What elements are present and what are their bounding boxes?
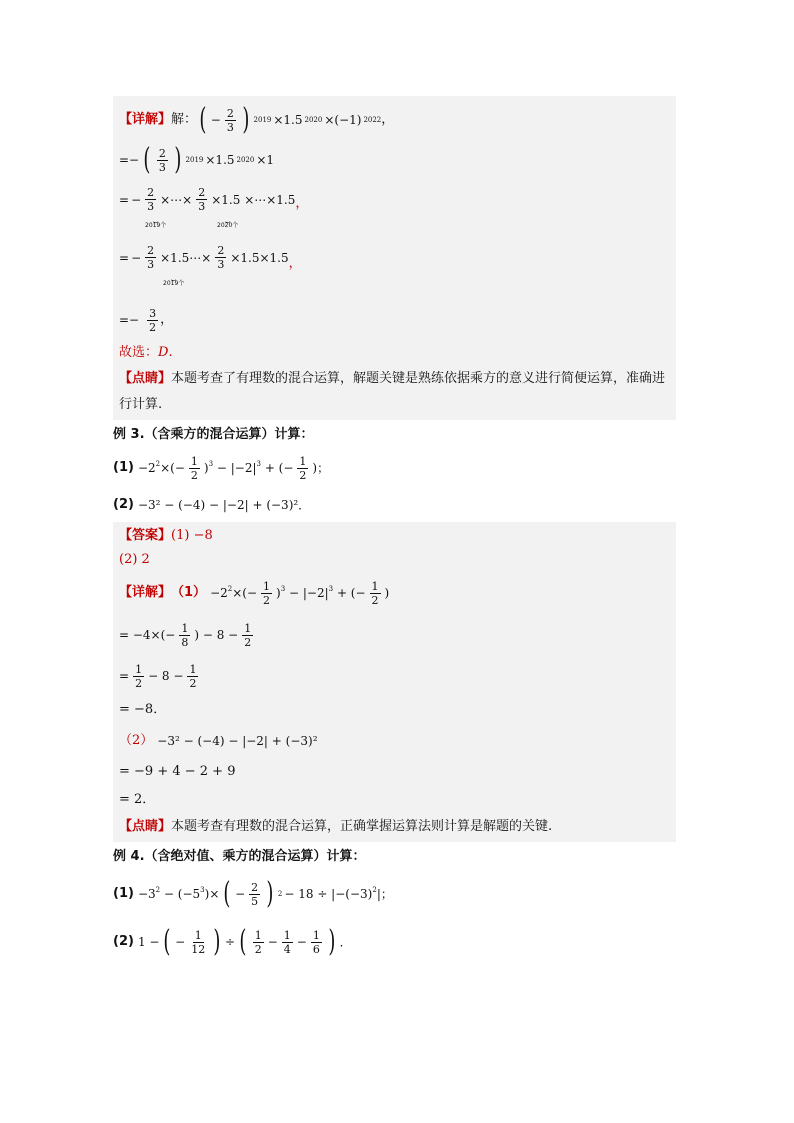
step-label: （2） bbox=[119, 733, 154, 748]
solution-line-4 bbox=[119, 242, 670, 300]
ex3-answer-2: (2) 2 bbox=[119, 552, 150, 567]
expr-term: ×1.5 bbox=[205, 153, 235, 167]
punct: ， bbox=[295, 196, 309, 211]
punct: ， bbox=[160, 312, 174, 327]
choice-line bbox=[119, 340, 670, 366]
ex4-question-2 bbox=[113, 918, 676, 966]
comment-tag: 【点睛】 bbox=[119, 371, 172, 386]
frac-den: 2 bbox=[149, 320, 157, 334]
solution-line-3 bbox=[119, 180, 670, 242]
ex3-detail-step-3 bbox=[119, 656, 670, 696]
solution-line-5 bbox=[119, 300, 670, 340]
expr-4: = − $\frac{2}{3}$ ×1.5⋯× $\frac{2}{3}$ ×1.5×1.5 ⏟ 2019个 bbox=[119, 244, 289, 287]
comment-line-1 bbox=[119, 366, 670, 418]
answer-tag: 【答案】 bbox=[119, 528, 172, 543]
ex3-question-2 bbox=[113, 488, 676, 522]
solution-line-1 bbox=[119, 100, 670, 140]
answer-text: (1) −8 bbox=[171, 528, 213, 543]
expr-3: = − $\frac{2}{3}$ ×⋯× $\frac{2}{3}$ ×1.5 ×⋯×1.5 ⏟ 2019个 ⏟ 2020个 bbox=[119, 186, 296, 229]
brace-note: ⏟ 2020个 bbox=[217, 214, 239, 229]
expr-term: = bbox=[119, 192, 130, 207]
expr-5 bbox=[119, 307, 160, 334]
example-4-title: 例 4.（含绝对值、乘方的混合运算）计算： bbox=[113, 849, 366, 864]
brace-note: ⏟ 2019个 bbox=[145, 214, 167, 229]
comment-text: 本题考查有理数的混合运算，正确掌握运算法则计算是解题的关键. bbox=[171, 819, 553, 834]
frac-num: 2 bbox=[217, 244, 225, 257]
detail-tag: 【详解】 bbox=[119, 585, 172, 600]
frac-den: 3 bbox=[226, 120, 234, 134]
frac-den: 3 bbox=[147, 258, 155, 271]
ex3-d2-expr: −3² − (−4) − |−2| + (−3)² bbox=[157, 734, 318, 748]
expr-term: =− bbox=[119, 313, 140, 327]
detail-tag: 【详解】 bbox=[119, 112, 172, 127]
ex3-detail2-step-2: = −9 + 4 − 2 + 9 bbox=[119, 764, 236, 779]
punct: . bbox=[168, 345, 173, 360]
question-label: (2) bbox=[113, 934, 134, 949]
solve-label: 解： bbox=[171, 112, 198, 127]
solution-line-2 bbox=[119, 140, 670, 180]
ex3-d1-expr: $-2^2\times(-$ $\frac{1}{2}$ )$^3 - |-2|^3$ + (− $\frac{1}{2}$ ) bbox=[210, 579, 390, 607]
ex3-answer-1 bbox=[119, 524, 670, 548]
punct: ， bbox=[288, 256, 302, 271]
expr-term: = bbox=[119, 250, 130, 265]
ex3-q1-expr: $-2^2\times(-$ $\frac{1}{2}$ )$^3 - |-2|^3$ + (− $\frac{1}{2}$ )； bbox=[137, 454, 330, 482]
expr-term: ×1.5×1.5 bbox=[230, 250, 289, 265]
frac-num: 3 bbox=[149, 306, 157, 320]
ex3-d1-l3-expr: = $\frac{1}{2}$ − 8 − $\frac{1}{2}$ bbox=[119, 662, 197, 690]
frac-den: 3 bbox=[158, 160, 166, 174]
frac-den: 3 bbox=[198, 200, 206, 213]
ex3-detail-step-4: = −8． bbox=[119, 702, 167, 717]
expr-term: ×(−1) bbox=[324, 113, 362, 127]
comment-tag: 【点睛】 bbox=[119, 819, 172, 834]
ex3-detail-2 bbox=[119, 724, 670, 758]
ex4-q2-expr: 1 − ( − $\frac{1}{12}$ ) ÷ ( $\frac{1}{2}$ − $\frac{1}{4}$ − $\frac{1}{6}$ ) ． bbox=[137, 924, 352, 959]
ex3-detail2-step-3: = 2． bbox=[119, 792, 156, 807]
frac-num: 2 bbox=[226, 106, 234, 120]
count-note: 2020个 bbox=[217, 222, 239, 229]
count-note: 2019个 bbox=[145, 222, 167, 229]
ex4-question-1 bbox=[113, 870, 676, 918]
frac-num: 2 bbox=[147, 244, 155, 257]
ex3-solution-block bbox=[113, 522, 676, 842]
question-label: (1) bbox=[113, 886, 134, 901]
count-note: 2019个 bbox=[163, 280, 185, 287]
brace-note: ⏟ 2019个 bbox=[163, 272, 185, 287]
solution-block-1 bbox=[113, 96, 676, 420]
frac-num: 2 bbox=[147, 186, 155, 199]
choice-value: D bbox=[158, 345, 169, 360]
expr-term: ×1 bbox=[256, 153, 275, 167]
frac-den: 3 bbox=[217, 258, 225, 271]
ex3-detail-step-2 bbox=[119, 614, 670, 656]
document-page bbox=[113, 96, 676, 966]
punct: ， bbox=[381, 112, 395, 127]
expr-term: ×1.5 ×⋯×1.5 bbox=[211, 192, 296, 207]
frac-num: 2 bbox=[198, 186, 206, 199]
ex3-detail-1 bbox=[119, 572, 670, 614]
expr-term: =− bbox=[119, 153, 140, 167]
ex4-q1-expr: $-3^2 - (-5^3)\times$ ( − $\frac{2}{5}$ ) 2 − $18 \div |-(-3)^2|$； bbox=[137, 876, 393, 911]
expr-term: ×1.5 bbox=[273, 113, 303, 127]
ex3-d1-l2-expr: = −4×(− $\frac{1}{8}$ ) − 8 − $\frac{1}{2}$ bbox=[119, 621, 252, 649]
example-3-title: 例 3.（含乘方的混合运算）计算： bbox=[113, 427, 314, 442]
expr-term: ×⋯× bbox=[160, 192, 193, 207]
ex3-comment bbox=[119, 814, 670, 840]
step-label: （1） bbox=[171, 585, 207, 600]
choice-label: 故选： bbox=[119, 345, 159, 360]
expr-1: ( − $\frac{2}{3}$ ) 2019 ×1.5 2020 ×(−1) 2022 bbox=[199, 102, 382, 137]
question-label: (2) bbox=[113, 497, 134, 512]
ex3-question-1 bbox=[113, 448, 676, 488]
frac-num: 2 bbox=[158, 146, 166, 160]
expr-2: =− ( $\frac{2}{3}$ ) 2019 ×1.5 2020 ×1 bbox=[119, 142, 275, 177]
frac-den: 3 bbox=[147, 200, 155, 213]
comment-text: 本题考查了有理数的混合运算，解题关键是熟练依据乘方的意义进行简便运算，准确进行计算. bbox=[119, 371, 666, 412]
expr-term: ×1.5⋯× bbox=[160, 250, 212, 265]
question-label: (1) bbox=[113, 460, 134, 475]
ex3-q2-expr: −3² − (−4) − |−2| + (−3)²． bbox=[137, 498, 311, 512]
